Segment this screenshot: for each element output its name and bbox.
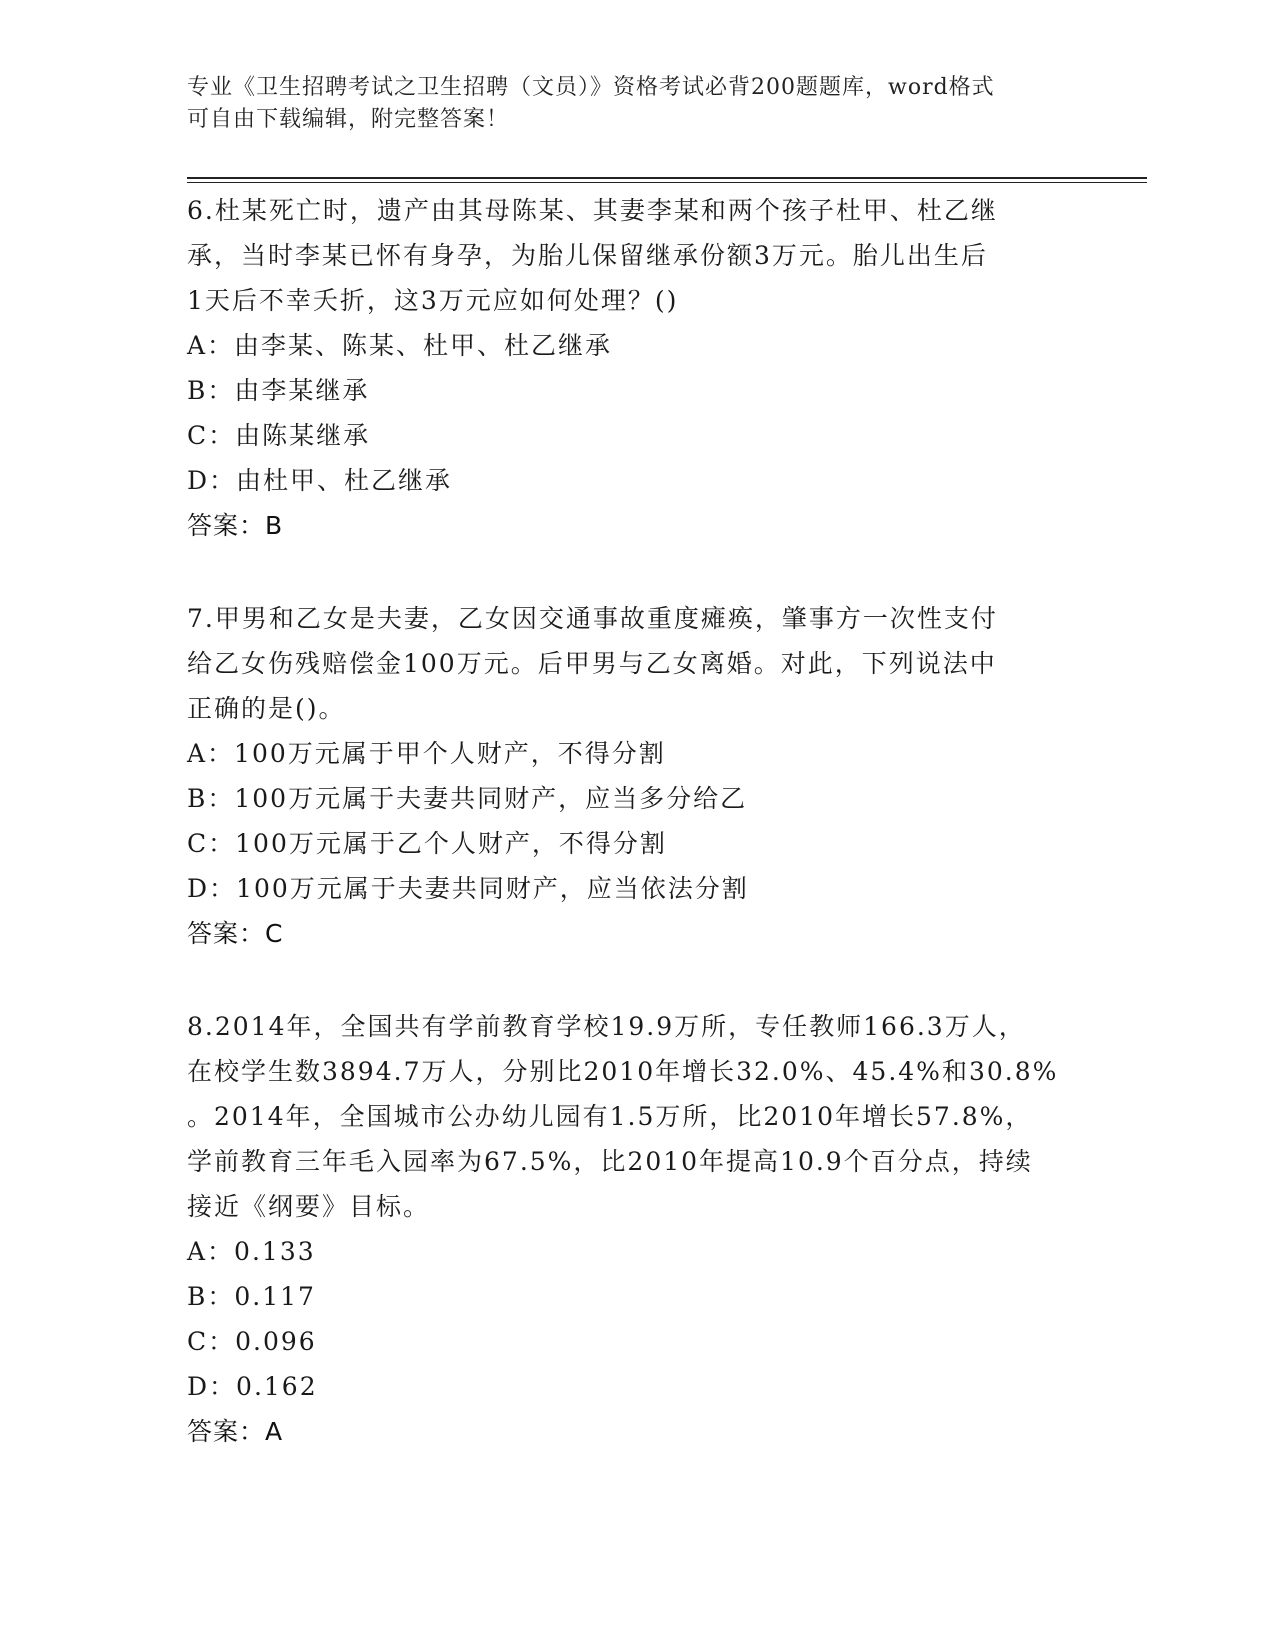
question-text-line: 8.2014年，全国共有学前教育学校19.9万所，专任教师166.3万人， bbox=[187, 1012, 1026, 1041]
question-text-line: 7.甲男和乙女是夫妻，乙女因交通事故重度瘫痪，肇事方一次性支付 bbox=[187, 604, 998, 633]
question-text-line: 1天后不幸夭折，这3万元应如何处理？() bbox=[187, 286, 679, 315]
option-c: C：由陈某继承 bbox=[187, 421, 371, 450]
option-b: B：100万元属于夫妻共同财产，应当多分给乙 bbox=[187, 784, 748, 813]
header-divider-thin bbox=[187, 182, 1147, 183]
question-text-line: 接近《纲要》目标。 bbox=[187, 1192, 431, 1221]
option-d: D：100万元属于夫妻共同财产，应当依法分割 bbox=[187, 874, 749, 903]
option-a: A：0.133 bbox=[187, 1237, 316, 1266]
header-divider-thick bbox=[187, 177, 1147, 179]
document-header bbox=[187, 72, 1087, 136]
question-text-line: 学前教育三年毛入园率为67.5%，比2010年提高10.9个百分点，持续 bbox=[187, 1147, 1033, 1176]
question-text-line: 正确的是()。 bbox=[187, 694, 346, 723]
option-b: B：由李某继承 bbox=[187, 376, 370, 405]
question-7 bbox=[187, 596, 1087, 956]
option-b: B：0.117 bbox=[187, 1282, 316, 1311]
question-text-line: 给乙女伤残赔偿金100万元。后甲男与乙女离婚。对此，下列说法中 bbox=[187, 649, 997, 678]
answer-label: 答案：C bbox=[187, 919, 284, 948]
question-6 bbox=[187, 188, 1087, 548]
question-text-line: 。2014年，全国城市公办幼儿园有1.5万所，比2010年增长57.8%， bbox=[187, 1102, 1033, 1131]
option-d: D：由杜甲、杜乙继承 bbox=[187, 466, 453, 495]
option-c: C：100万元属于乙个人财产，不得分割 bbox=[187, 829, 667, 858]
header-line-2: 可自由下载编辑，附完整答案！ bbox=[187, 107, 510, 132]
header-line-1: 专业《卫生招聘考试之卫生招聘（文员）》资格考试必背200题题库，word格式 bbox=[187, 75, 995, 100]
answer-label: 答案：B bbox=[187, 511, 284, 540]
question-8 bbox=[187, 1004, 1087, 1454]
question-text-line: 6.杜某死亡时，遗产由其母陈某、其妻李某和两个孩子杜甲、杜乙继 bbox=[187, 196, 998, 225]
option-c: C：0.096 bbox=[187, 1327, 317, 1356]
question-text-line: 在校学生数3894.7万人，分别比2010年增长32.0%、45.4%和30.8% bbox=[187, 1057, 1059, 1086]
option-a: A：由李某、陈某、杜甲、杜乙继承 bbox=[187, 331, 613, 360]
answer-label: 答案：A bbox=[187, 1417, 284, 1446]
option-a: A：100万元属于甲个人财产，不得分割 bbox=[187, 739, 666, 768]
question-text-line: 承，当时李某已怀有身孕，为胎儿保留继承份额3万元。胎儿出生后 bbox=[187, 241, 988, 270]
option-d: D：0.162 bbox=[187, 1372, 318, 1401]
